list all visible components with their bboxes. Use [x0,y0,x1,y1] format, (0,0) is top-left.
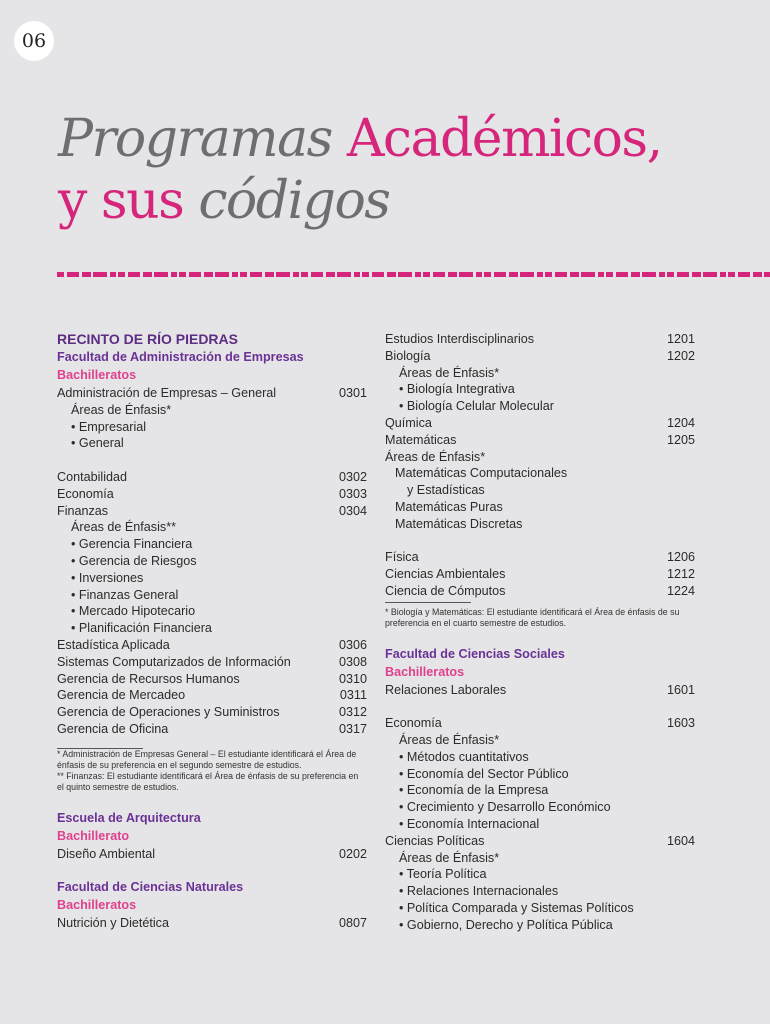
bachillerato-heading: Bachilleratos [57,898,137,913]
program-row [57,687,367,704]
program-code: 1601 [666,682,695,697]
program-row [57,385,367,402]
program-name: Estadística Aplicada [57,637,170,652]
emphasis-heading: Áreas de Énfasis** [71,520,177,535]
program-code: 0302 [338,469,367,484]
emphasis-item: • Economía del Sector Público [399,766,569,781]
program-row [385,348,695,365]
faculty-heading: Facultad de Ciencias Sociales [385,646,565,661]
program-row [385,583,695,600]
left-column [57,331,367,932]
emphasis-item: • Biología Integrativa [399,382,515,397]
footnote: * Administración de Empresas General – El estudiante identificará el Área de énfasis de su preferencia en el segundo semestre de estudios. [57,748,357,770]
program-row [385,715,695,732]
program-name: Biología [385,348,431,363]
emphasis-item: • Relaciones Internacionales [399,884,559,899]
page-number: 06 [14,21,54,61]
program-name: Diseño Ambiental [57,846,156,861]
program-name: Gerencia de Oficina [57,721,169,736]
emphasis-item: • Gerencia Financiera [71,537,193,552]
footnote: * Biología y Matemáticas: El estudiante identificará el Área de énfasis de su preferencia en el cuarto semestre de estudios. [385,606,680,628]
program-name: Nutrición y Dietética [57,916,169,931]
program-row [57,654,367,671]
program-name: Ciencias Políticas [385,833,485,848]
program-row [385,682,695,699]
bachillerato-heading: Bachilleratos [385,664,465,679]
emphasis-item: y Estadísticas [407,483,485,498]
program-code: 1224 [666,583,695,598]
program-row [57,704,367,721]
program-code: 0202 [338,846,367,861]
title-word-programas: Programas [58,109,332,169]
program-code: 0807 [338,916,367,931]
emphasis-item: • Economía de la Empresa [399,783,549,798]
emphasis-item: • Biología Celular Molecular [399,399,554,414]
emphasis-heading: Áreas de Énfasis* [71,402,172,417]
program-code: 1206 [666,550,695,565]
program-row [385,432,695,449]
program-name: Ciencias Ambientales [385,567,506,582]
program-code: 1201 [666,332,695,346]
program-code: 1202 [666,348,695,363]
footnote: ** Finanzas: El estudiante identificará el Área de énfasis de su preferencia en el quinto semestre de estudios. [57,770,359,792]
program-row [57,469,367,486]
program-row [57,721,367,738]
faculty-heading: Escuela de Arquitectura [57,810,201,825]
program-name: Gerencia de Mercadeo [57,688,186,703]
program-name: Ciencia de Cómputos [385,583,506,598]
program-row [57,671,367,688]
emphasis-item: • Métodos cuantitativos [399,749,529,764]
program-name: Contabilidad [57,469,128,484]
emphasis-item: • Planificación Financiera [71,621,212,636]
program-name: Gerencia de Operaciones y Suministros [57,705,280,720]
emphasis-item: • Gobierno, Derecho y Política Pública [399,917,613,932]
program-code: 0308 [338,654,367,669]
program-name: Matemáticas [385,432,457,447]
emphasis-item: • Gerencia de Riesgos [71,553,197,568]
program-code: 1204 [666,415,695,430]
program-row [57,846,367,863]
emphasis-item: • Política Comparada y Sistemas Políticos [399,900,634,915]
program-row [57,486,367,503]
program-row [57,503,367,520]
program-name: Física [385,550,419,565]
emphasis-item: Matemáticas Computacionales [395,466,568,481]
title-word-codigos: códigos [198,171,390,231]
emphasis-item: • Economía Internacional [399,816,540,831]
emphasis-item: • Mercado Hipotecario [71,604,196,619]
program-name: Sistemas Computarizados de Información [57,654,291,669]
program-name: Economía [385,716,442,731]
emphasis-item: Matemáticas Puras [395,499,503,514]
program-code: 0303 [338,486,367,501]
bachillerato-heading: Bachilleratos [57,368,137,382]
right-column [385,331,695,934]
emphasis-item: • Teoría Política [399,867,487,882]
emphasis-item: • General [71,436,124,451]
footnote-rule [385,602,471,603]
emphasis-heading: Áreas de Énfasis* [399,850,500,865]
emphasis-heading: Áreas de Énfasis* [385,449,486,464]
faculty-heading: Facultad de Ciencias Naturales [57,880,244,895]
program-name: Administración de Empresas – General [57,386,277,400]
emphasis-item: • Inversiones [71,570,144,585]
program-code: 1212 [666,567,695,582]
emphasis-heading: Áreas de Énfasis* [399,365,500,380]
emphasis-item: Matemáticas Discretas [395,516,523,531]
program-code: 0304 [338,503,367,518]
emphasis-item: • Crecimiento y Desarrollo Económico [399,800,611,815]
program-code: 0317 [338,721,367,736]
title-word-y-sus: y sus [58,171,184,231]
campus-heading: RECINTO DE RÍO PIEDRAS [57,331,238,347]
program-name: Relaciones Laborales [385,682,507,697]
program-code: 1603 [666,716,695,731]
program-row [385,566,695,583]
program-code: 1604 [666,833,695,848]
program-code: 0312 [338,705,367,720]
program-row [385,415,695,432]
program-name: Gerencia de Recursos Humanos [57,671,240,686]
program-row [57,637,367,654]
page-title [58,108,662,232]
program-code: 0301 [338,386,367,400]
emphasis-item: • Finanzas General [71,587,179,602]
program-name: Estudios Interdisciplinarios [385,332,535,346]
title-word-academicos: Académicos, [346,109,662,169]
program-code: 0310 [338,671,367,686]
emphasis-item: • Empresarial [71,419,147,434]
program-code: 1205 [666,432,695,447]
program-code: 0311 [339,688,367,703]
dashed-divider [57,271,770,278]
program-row [385,331,695,348]
emphasis-heading: Áreas de Énfasis* [399,732,500,747]
program-name: Economía [57,486,114,501]
program-code: 0306 [338,637,367,652]
program-name: Finanzas [57,503,109,518]
program-row [385,549,695,566]
program-row [385,833,695,850]
faculty-heading: Facultad de Administración de Empresas [57,350,304,364]
bachillerato-heading: Bachillerato [57,828,130,843]
program-row [57,915,367,932]
program-name: Química [385,415,432,430]
